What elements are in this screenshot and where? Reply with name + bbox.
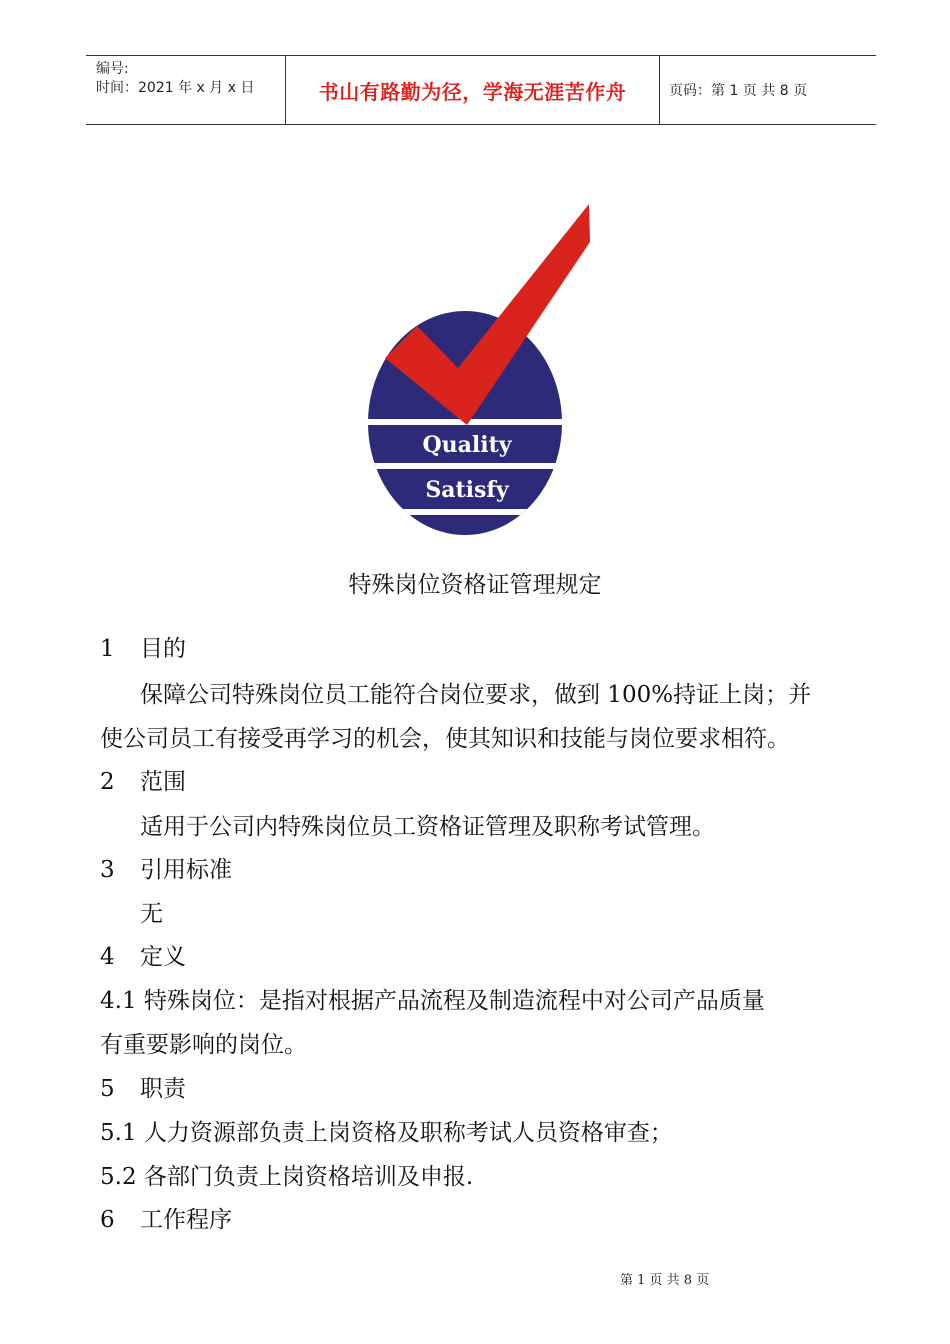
section-heading-text: 引用标准: [140, 857, 232, 883]
section-heading-text: 目的: [140, 636, 186, 662]
section-heading-text: 职责: [140, 1076, 186, 1102]
code-label: 编号:: [96, 61, 129, 77]
section-number: 3: [100, 857, 115, 883]
section-number: 2: [100, 769, 115, 795]
section-2-heading: [100, 768, 186, 796]
section-heading-text: 工作程序: [140, 1207, 232, 1233]
section-3-paragraph: 无: [140, 901, 163, 927]
section-1-heading: [100, 635, 186, 663]
section-number: 1: [100, 636, 115, 662]
definition-4-1-line-1: 4.1 特殊岗位：是指对根据产品流程及制造流程中对公司产品质量: [100, 988, 765, 1014]
section-number: 6: [100, 1207, 115, 1233]
section-6-heading: [100, 1206, 232, 1234]
section-2-paragraph: 适用于公司内特殊岗位员工资格证管理及职称考试管理。: [140, 814, 715, 840]
logo-graphic: [365, 200, 605, 540]
section-5-heading: [100, 1075, 186, 1103]
page-header: [86, 55, 876, 125]
time-label: 时间：2021 年 x 月 x 日: [96, 80, 255, 96]
responsibility-5-2: 5.2 各部门负责上岗资格培训及申报.: [100, 1164, 474, 1190]
logo-text-quality: Quality: [422, 432, 512, 458]
definition-4-1-line-2: 有重要影响的岗位。: [100, 1032, 307, 1058]
section-3-heading: [100, 856, 232, 884]
header-motto: 书山有路勤为径，学海无涯苦作舟: [286, 56, 660, 124]
section-number: 4: [100, 944, 115, 970]
header-meta: [86, 56, 286, 124]
document-title: 特殊岗位资格证管理规定: [348, 572, 602, 598]
section-heading-text: 范围: [140, 769, 186, 795]
section-heading-text: 定义: [140, 944, 186, 970]
section-1-paragraph-line-1: 保障公司特殊岗位员工能符合岗位要求，做到 100%持证上岗；并: [140, 682, 812, 708]
section-number: 5: [100, 1076, 115, 1102]
responsibility-5-1: 5.1 人力资源部负责上岗资格及职称考试人员资格审查；: [100, 1120, 673, 1146]
quality-satisfy-logo: [365, 200, 605, 540]
page-footer: 第 1 页 共 8 页: [620, 1273, 710, 1288]
section-4-heading: [100, 943, 186, 971]
logo-text-satisfy: Satisfy: [425, 477, 509, 503]
section-1-paragraph-line-2: 使公司员工有接受再学习的机会，使其知识和技能与岗位要求相符。: [100, 726, 790, 752]
header-page-number: 页码：第 1 页 共 8 页: [669, 83, 808, 99]
